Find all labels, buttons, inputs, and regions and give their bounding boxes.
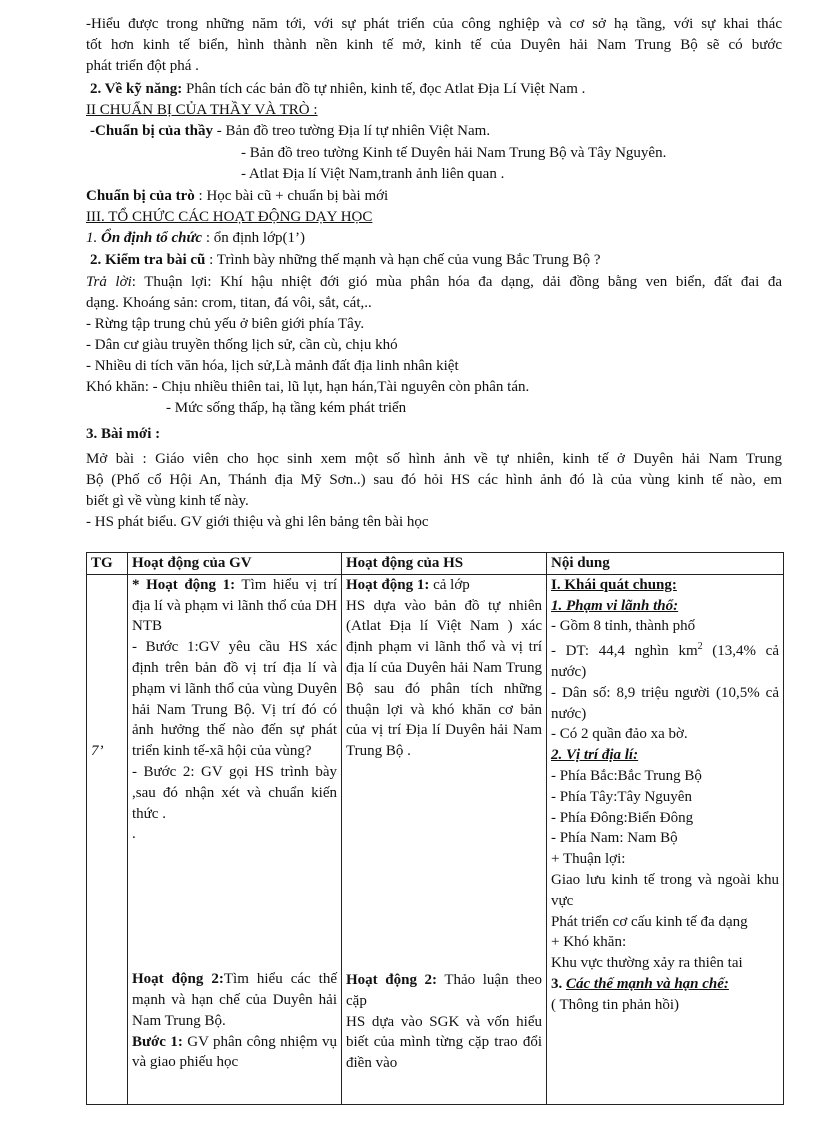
gv-activity-1-label: * Hoạt động 1: [132, 576, 236, 593]
content-item-islands: - Có 2 quần đảo xa bờ. [551, 726, 688, 743]
hs-activity-2-label: Hoạt động 2: [346, 971, 438, 988]
content-cell [547, 574, 784, 1104]
skill-line [90, 79, 782, 100]
content-difficulty-1: Khu vực thường xảy ra thiên tai [551, 955, 743, 972]
content-heading-3: Các thế mạnh và hạn chế: [566, 975, 729, 992]
gv-activity-2-step-label: Bước 1: [132, 1033, 183, 1050]
gv-dot: . [132, 826, 136, 843]
teacher-prep-item-1: - Bản đồ treo tường Địa lí tự nhiên Việt Nam. [212, 123, 491, 139]
time-cell [87, 574, 128, 1104]
hs-activity-2-mode: Thảo luận theo cặp [346, 971, 543, 1009]
hs-activity-1-text: HS dựa vào bản đồ tự nhiên (Atlat Địa lí Việt Nam ) xác định phạm vi lãnh thổ và vị trí địa lí của Duyên hải Nam Trung Bộ sau đó phân tích những thuận lợi và khó khăn cơ bản của vị trí Địa lí Duyên hải Nam Trung Bộ . [346, 597, 542, 760]
content-item-provinces: - Gồm 8 tỉnh, thành phố [551, 618, 696, 635]
header-student-activity: Hoạt động của HS [342, 553, 547, 575]
hs-activity-2-text: HS dựa vào SGK và vốn hiểu biết của mình từng cặp trao đổi điền vào [346, 1013, 542, 1072]
table-header-row [87, 553, 784, 575]
new-lesson-line-4: - HS phát biểu. GV giới thiệu và ghi lên bảng tên bài học [86, 514, 429, 530]
step-2-text: : Trình bày những thế mạnh và hạn chế của vung Bắc Trung Bộ ? [205, 252, 601, 268]
content-advantages-label: + Thuận lợi: [551, 851, 626, 868]
header-content: Nội dung [547, 553, 784, 575]
answer-line-5: - Nhiều di tích văn hóa, lịch sử,Là mảnh đất địa linh nhân kiệt [86, 358, 459, 374]
step-1-number: 1. [86, 230, 101, 246]
step-2-line [90, 250, 782, 271]
lesson-table [86, 552, 784, 1105]
content-border-north: - Phía Bắc:Bắc Trung Bộ [551, 767, 702, 784]
step-1-line [86, 228, 782, 249]
gv-activity-2-step-text: GV phân công nhiệm vụ và giao phiếu học [132, 1033, 338, 1071]
hs-activity-1-label: Hoạt động 1: [346, 576, 430, 593]
content-item-area-share: (13,4% cả nước) [551, 643, 779, 680]
answer-line-2: dạng. Khoáng sản: crom, titan, đá vôi, sắt, cát,.. [86, 295, 372, 311]
gv-activity-1-text: Tìm hiểu vị trí địa lí và phạm vi lãnh thổ của DH NTB [132, 576, 337, 635]
teacher-prep-item-3: - Atlat Địa lí Việt Nam,tranh ảnh liên quan . [241, 166, 505, 182]
objective-line-1: -Hiểu được trong những năm tới, với sự phát triển của công nghiệp và cơ sở hạ tầng, với sự khai thác [86, 16, 782, 32]
answer-label: Trả lời [86, 274, 132, 290]
teacher-prep-item-2: - Bản đồ treo tường Kinh tế Duyên hải Nam Trung Bộ và Tây Nguyên. [241, 145, 667, 161]
content-border-south: - Phía Nam: Nam Bộ [551, 830, 678, 847]
step-1-text: : ổn định lớp(1’) [202, 230, 306, 246]
student-prep-text: : Học bài cũ + chuẩn bị bài mới [194, 188, 389, 204]
content-advantage-2: Phát triển cơ cấu kinh tế đa dạng [551, 913, 748, 930]
content-border-east: - Phía Đông:Biển Đông [551, 809, 694, 826]
step-2-label: 2. Kiểm tra bài cũ [90, 252, 206, 268]
content-item-area-sup: 2 [697, 641, 703, 653]
content-heading-1a: 1. Phạm vi lãnh thổ: [551, 597, 679, 614]
content-border-west: - Phía Tây:Tây Nguyên [551, 788, 692, 805]
gv-step-1: - Bước 1:GV yêu cầu HS xác định trên bản đồ vị trí địa lí và phạm vi lãnh thổ của vùng Duyên hải Nam Trung Bộ. Vị trí đó có ảnh hưởng thế nào đến sự phát triển kinh tế-xã hội của vùng? [132, 639, 337, 760]
answer-line-3: - Rừng tập trung chủ yếu ở biên giới phía Tây. [86, 316, 365, 332]
answer-line-6: Khó khăn: - Chịu nhiều thiên tai, lũ lụt, hạn hán,Tài nguyên còn phân tán. [86, 379, 530, 395]
content-difficulties-label: + Khó khăn: [551, 934, 627, 951]
student-prep-label: Chuẩn bị của trò [86, 188, 195, 204]
content-heading-1: I. Khái quát chung: [551, 576, 677, 593]
answer-line-4: - Dân cư giàu truyền thống lịch sử, cần cù, chịu khó [86, 337, 398, 353]
header-teacher-activity: Hoạt động của GV [128, 553, 342, 575]
table-row [87, 574, 784, 1104]
gv-step-2: - Bước 2: GV gọi HS trình bày ,sau đó nhận xét và chuẩn kiến thức . [132, 763, 337, 822]
time-value: 7’ [91, 742, 104, 759]
org-heading: III. TỔ CHỨC CÁC HOẠT ĐỘNG DẠY HỌC [86, 209, 373, 225]
gv-activity-2-text: Tìm hiểu các thế mạnh và hạn chế của Duyên hải Nam Trung Bộ. [132, 971, 337, 1029]
prep-heading: II CHUẨN BỊ CỦA THẦY VÀ TRÒ : [86, 102, 318, 118]
student-activity-cell [342, 574, 547, 1104]
teacher-prep-label: -Chuẩn bị của thầy [90, 123, 213, 139]
answer-line-1 [86, 272, 782, 293]
content-heading-2: 2. Vị trí địa lí: [551, 747, 639, 764]
step-3-heading: 3. Bài mới : [86, 426, 161, 442]
objective-line-2: tốt hơn kinh tế biển, hình thành nền kinh tế mở, kinh tế của Duyên hải Nam Trung Bộ sẽ có bước [86, 37, 782, 53]
skill-label: 2. Về kỹ năng: [90, 81, 183, 97]
student-prep-line [86, 186, 782, 207]
content-advantage-1: Giao lưu kinh tế trong và ngoài khu vực [551, 871, 779, 909]
skill-text: Phân tích các bản đồ tự nhiên, kinh tế, đọc Atlat Địa Lí Việt Nam . [182, 81, 586, 97]
gv-activity-2-label: Hoạt động 2: [132, 971, 224, 988]
new-lesson-line-1: Mở bài : Giáo viên cho học sinh xem một số hình ảnh về tự nhiên, kinh tế ở Duyên hải Nam Trung [86, 451, 782, 467]
header-time: TG [87, 553, 128, 575]
teacher-prep-line [90, 121, 782, 142]
step-1-label: Ổn định tổ chức [101, 230, 203, 246]
content-item-population: - Dân số: 8,9 triệu người (10,5% cả nước) [551, 684, 779, 722]
content-feedback: ( Thông tin phản hồi) [551, 996, 680, 1013]
answer-text-1: : Thuận lợi: Khí hậu nhiệt đới gió mùa phân hóa đa dạng, dải đồng bằng ven biển, đất đai đa [131, 274, 782, 290]
content-item-area: - DT: 44,4 nghìn km [551, 643, 698, 660]
teacher-activity-cell [128, 574, 342, 1104]
objective-line-3: phát triển đột phá . [86, 58, 199, 74]
hs-activity-1-mode: cả lớp [429, 576, 470, 593]
content-heading-3-num: 3. [551, 975, 566, 992]
new-lesson-line-3: biết gì về vùng kinh tế này. [86, 493, 249, 509]
answer-line-7: - Mức sống thấp, hạ tầng kém phát triển [166, 400, 407, 416]
new-lesson-line-2: Bộ (Phố cổ Hội An, Thánh địa Mỹ Sơn..) sau đó hỏi HS các hình ảnh đó là của vùng kinh tế nào, em [86, 472, 782, 488]
